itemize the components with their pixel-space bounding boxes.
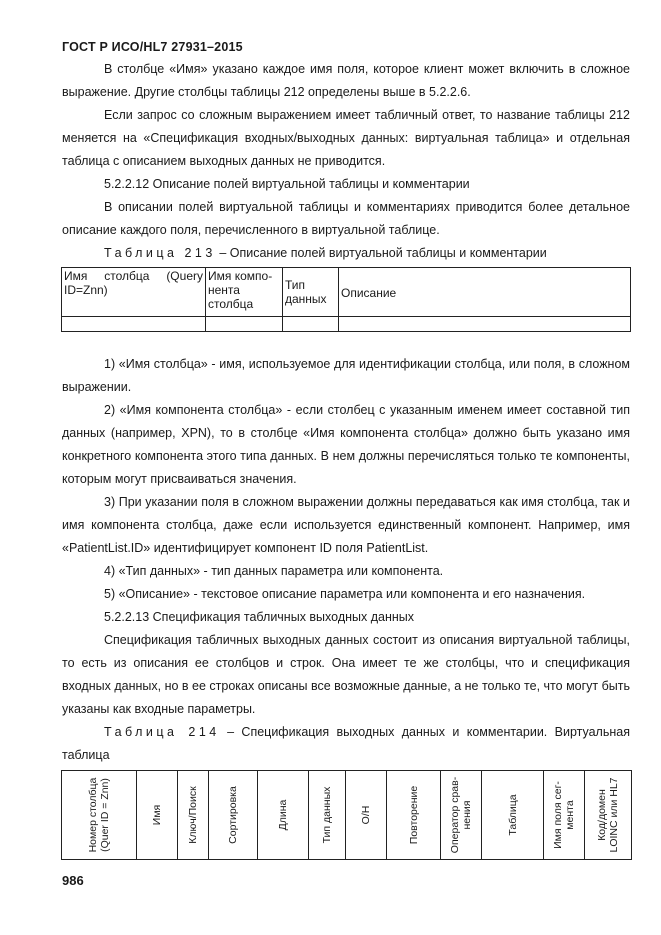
- table-214-col-data-type: Тип данных: [308, 771, 345, 859]
- standard-header: ГОСТ Р ИСО/HL7 27931–2015: [62, 40, 243, 54]
- note-3: 3) При указании поля в сложном выражении должны передаваться как имя столбца, так и имя компонента столбца, даже если используется единственный компонент. Например, имя «PatientList.ID» идентифицирует компонент ID поля PatientList.: [62, 495, 630, 555]
- table-213-header-component-name: Имя компо-нента столбца: [206, 268, 283, 317]
- table-214-col-operator: Оператор срав- нения: [440, 771, 481, 859]
- note-5: 5) «Описание» - текстовое описание параметра или компонента и его назначения.: [104, 587, 586, 601]
- table-213-title: – Описание полей виртуальной таблицы и комментарии: [215, 246, 547, 260]
- table-214-col-length: Длина: [257, 771, 308, 859]
- table-213-header-column-name: Имя столбца (Query ID=Znn): [62, 268, 206, 317]
- table-213-header-description: Описание: [339, 268, 631, 317]
- table-214-col-sort: Сортировка: [208, 771, 257, 859]
- table-214-col-table: Таблица: [481, 771, 543, 859]
- table-214-header: [61, 770, 632, 860]
- table-214-col-number: Номер столбца (Quer ID = Znn): [61, 771, 136, 859]
- table-214-col-required: О/Н: [345, 771, 386, 859]
- paragraph-column-name: В столбце «Имя» указано каждое имя поля, которое клиент может включить в сложное выражение. Другие столбцы таблицы 212 определены выше в 5.2.2.6.: [62, 62, 630, 99]
- page-number: 986: [62, 873, 84, 888]
- paragraph-output-spec: Спецификация табличных выходных данных состоит из описания виртуальной таблицы, то есть из описания ее столбцов и строк. Она имеет те же столбцы, что и спецификация входных данных, но в ее строках описаны все возможные данные, а не только те, что могут быть указаны как входные параметры.: [62, 633, 630, 716]
- table-214-col-segment-field: Имя поля сег- мента: [543, 771, 584, 859]
- table-214-col-repeat: Повторение: [386, 771, 440, 859]
- table-214-col-key: Ключ/Поиск: [177, 771, 208, 859]
- note-2: 2) «Имя компонента столбца» - если столбец с указанным именем имеет составной тип данных (например, XPN), то в столбце «Имя компонента столбца» должно быть указано имя конкретного компонента этого типа данных. В нем должны перечисляться только те компоненты, которым могут присваиваться значения.: [62, 403, 630, 486]
- note-4: 4) «Тип данных» - тип данных параметра или компонента.: [104, 564, 444, 578]
- table-213-header-data-type: Тип данных: [283, 268, 339, 317]
- section-heading-5-2-2-12: 5.2.2.12 Описание полей виртуальной таблицы и комментарии: [104, 177, 470, 191]
- table-214-col-code-domain: Код/домен LOINC или HL7: [584, 771, 632, 859]
- section-heading-5-2-2-13: 5.2.2.13 Спецификация табличных выходных данных: [104, 610, 415, 624]
- note-1: 1) «Имя столбца» - имя, используемое для идентификации столбца, или поля, в сложном выражении.: [62, 357, 630, 394]
- table-214-caption: [62, 721, 630, 767]
- table-213: [61, 267, 631, 332]
- table-214-title: – Спецификация выходных данных и комментарии. Виртуальная таблица: [62, 725, 630, 762]
- table-213-caption: [104, 242, 547, 265]
- table-214-label: Таблица 214: [104, 725, 220, 739]
- table-213-label: Таблица 213: [104, 246, 216, 260]
- table-213-empty-row: [62, 317, 631, 332]
- paragraph-field-description: В описании полей виртуальной таблицы и комментариях приводится более детальное описание каждого поля, перечисленного в виртуальной таблице.: [62, 200, 630, 237]
- table-214-col-name: Имя: [136, 771, 177, 859]
- paragraph-complex-expression: Если запрос со сложным выражением имеет табличный ответ, то название таблицы 212 меняется на «Спецификация входных/выходных данных: виртуальная таблица» и отдельная таблица с описанием выходных данных не приводится.: [62, 108, 630, 168]
